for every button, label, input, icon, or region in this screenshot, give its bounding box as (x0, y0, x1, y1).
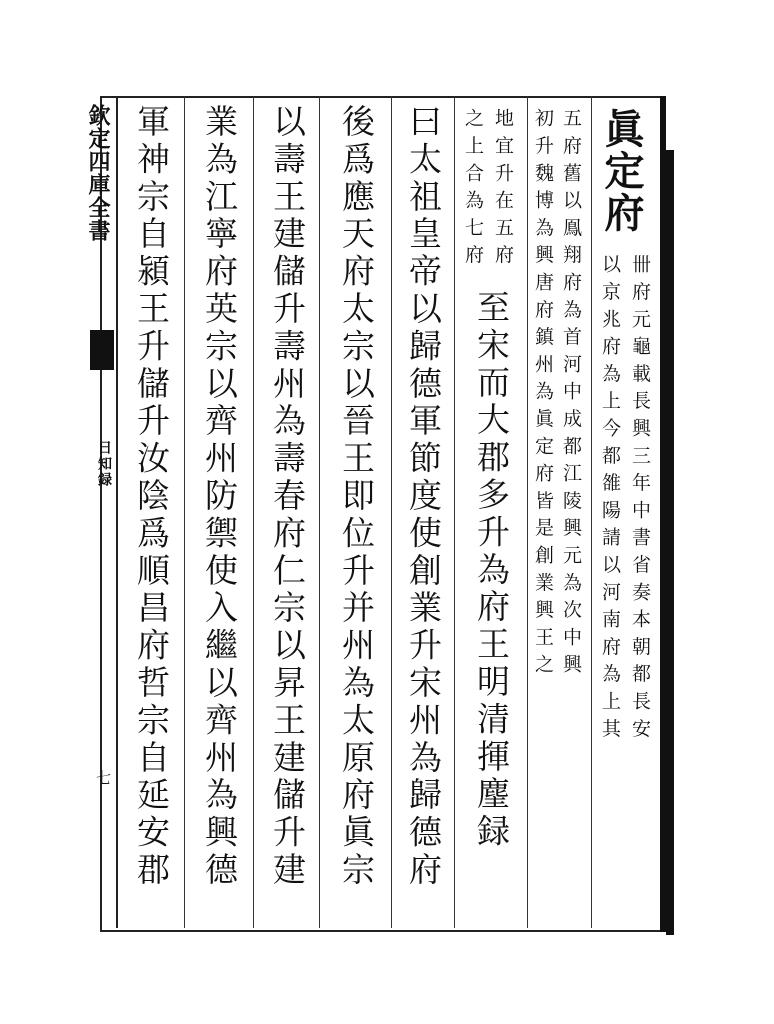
column-rule (591, 96, 592, 928)
column-rule (391, 96, 392, 928)
text-column: 後爲應天府太宗以晉王即位升并州為太原府眞宗 (337, 104, 376, 890)
series-title: 欽定四庫全書 (85, 104, 111, 242)
fishtail-mark (90, 330, 114, 370)
text-column: 至宋而大郡多升為府王明清揮麈録 (472, 290, 511, 851)
text-column: 以壽王建儲升壽州為壽春府仁宗以昇王建儲升建 (268, 104, 307, 890)
commentary-line: 地宜升在五府 (492, 108, 514, 272)
column-rule (184, 96, 185, 928)
commentary-line: 以京兆府為上今都雒陽請以河南府為上其 (599, 254, 621, 746)
text-column: 曰太祖皇帝以歸德軍節度使創業升宋州為歸德府 (404, 104, 443, 890)
commentary-line: 五府舊以鳯翔府為首河中成都江陵興元為次中興 (560, 108, 582, 682)
section-heading: 眞定府 (598, 108, 645, 234)
commentary-line: 卌府元龜載長興三年中書省奏本朝都長安 (629, 254, 651, 746)
book-title: 日知録 (96, 440, 112, 488)
column-rule (527, 96, 528, 928)
column-rule (253, 96, 254, 928)
column-rule (319, 96, 320, 928)
text-column: 業為江寧府英宗以齊州防禦使入繼以齊州為興德 (200, 104, 239, 890)
commentary-line: 初升魏博為興唐府鎮州為眞定府皆是創業興王之 (532, 108, 554, 682)
column-rule (454, 96, 455, 928)
page-number: 七 (94, 770, 112, 785)
commentary-line: 之上合為七府 (462, 108, 484, 272)
page-border-shadow (666, 150, 674, 935)
text-column: 軍神宗自潁王升儲升汝陰爲順昌府哲宗自延安郡 (132, 104, 171, 890)
